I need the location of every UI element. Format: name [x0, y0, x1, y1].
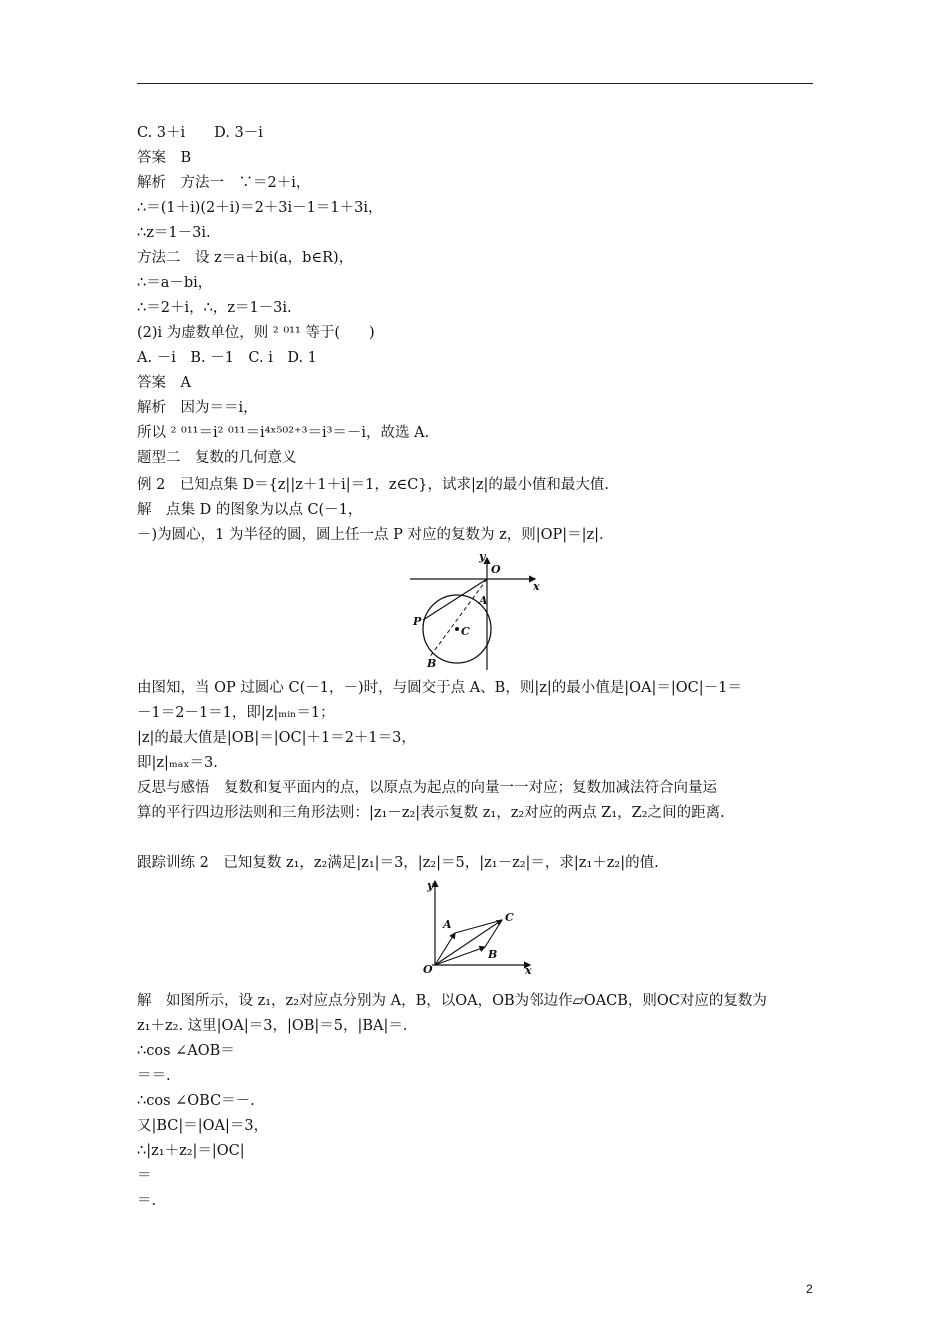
- label-c: C: [461, 625, 470, 638]
- text-line: 方法二 设 z＝a＋bi(a，b∈R)，: [137, 250, 354, 266]
- label-y: y: [427, 879, 434, 892]
- text-line: 又|BC|＝|OA|＝3，: [137, 1118, 269, 1134]
- label-y: y: [479, 550, 486, 563]
- text-line: 反思与感悟 复数和复平面内的点，以原点为起点的向量一一对应；复数加减法符合向量运: [137, 780, 717, 796]
- line-op: [423, 579, 487, 620]
- section-heading: 题型二 复数的几何意义: [137, 450, 297, 466]
- text-line: 解析 因为＝＝i，: [137, 400, 258, 416]
- label-x: x: [525, 964, 532, 977]
- text-line: 所以 ² ⁰¹¹＝i² ⁰¹¹＝i⁴ˣ⁵⁰²⁺³＝i³＝－i，故选 A.: [137, 425, 430, 441]
- center-point: [455, 627, 459, 631]
- text-line: 例 2 已知点集 D＝{z||z＋1＋i|＝1，z∈C}，试求|z|的最小值和最大值.: [137, 477, 610, 493]
- line-oc: [429, 579, 487, 658]
- vector-ob: [435, 947, 485, 965]
- label-b: B: [488, 948, 498, 961]
- text-line: ＝.: [137, 1193, 157, 1209]
- text-line: 解 如图所示，设 z₁，z₂对应点分别为 A，B，以OA，OB为邻边作▱OACB，则OC对应的复数为: [137, 993, 767, 1009]
- text-line: －)为圆心，1 为半径的圆，圆上任一点 P 对应的复数为 z，则|OP|＝|z|.: [137, 527, 604, 543]
- text-line: 答案 B: [137, 150, 192, 166]
- text-line: 跟踪训练 2 已知复数 z₁，z₂满足|z₁|＝3，|z₂|＝5，|z₁－z₂|＝，求|z₁＋z₂|的值.: [137, 855, 659, 871]
- text-line: A. －i B. －1 C. i D. 1: [137, 350, 317, 366]
- text-line: ∴＝2＋i，∴，z＝1－3i.: [137, 300, 292, 316]
- label-a: A: [443, 918, 452, 931]
- text-line: 即|z|ₘₐₓ＝3.: [137, 755, 218, 771]
- figure-circle-diagram: [405, 548, 550, 673]
- text-line: ＝: [137, 1168, 152, 1184]
- text-line: z₁＋z₂. 这里|OA|＝3，|OB|＝5，|BA|＝.: [137, 1018, 408, 1034]
- label-o: O: [423, 963, 433, 976]
- text-line: ∴cos ∠AOB＝: [137, 1043, 235, 1059]
- label-p: P: [413, 615, 422, 628]
- label-b: B: [427, 657, 437, 670]
- label-x: x: [533, 580, 540, 593]
- text-line: 解 点集 D 的图象为以点 C(－1，: [137, 502, 363, 518]
- text-line: 解析 方法一 ∵＝2＋i，: [137, 175, 311, 191]
- text-line: ∴cos ∠OBC＝－.: [137, 1093, 255, 1109]
- text-line: －1＝2－1＝1，即|z|ₘᵢₙ＝1；: [137, 705, 335, 721]
- page-number: 2: [806, 1282, 813, 1296]
- text-line: 答案 A: [137, 375, 191, 391]
- vector-oa: [435, 933, 455, 965]
- text-line: ∴z＝1－3i.: [137, 225, 211, 241]
- text-line: ∴＝a－bi，: [137, 275, 213, 291]
- text-line: ∴|z₁＋z₂|＝|OC|: [137, 1143, 245, 1159]
- header-rule: [137, 83, 813, 84]
- text-line: |z|的最大值是|OB|＝|OC|＋1＝2＋1＝3，: [137, 730, 416, 746]
- text-line: 算的平行四边形法则和三角形法则：|z₁－z₂|表示复数 z₁，z₂对应的两点 Z₁，Z₂之间的距离.: [137, 805, 725, 821]
- text-line: ＝＝.: [137, 1068, 171, 1084]
- label-a: A: [479, 594, 488, 607]
- figure-parallelogram-diagram: [410, 876, 540, 978]
- label-c: C: [505, 911, 514, 924]
- text-line: 由图知，当 OP 过圆心 C(－1，－)时，与圆交于点 A、B，则|z|的最小值是|OA|＝|OC|－1＝: [137, 680, 742, 696]
- text-line: (2)i 为虚数单位，则 ² ⁰¹¹ 等于( ): [137, 325, 375, 341]
- label-o: O: [491, 563, 501, 576]
- text-line: C. 3＋i D. 3－i: [137, 125, 263, 141]
- text-line: ∴＝(1＋i)(2＋i)＝2＋3i－1＝1＋3i，: [137, 200, 383, 216]
